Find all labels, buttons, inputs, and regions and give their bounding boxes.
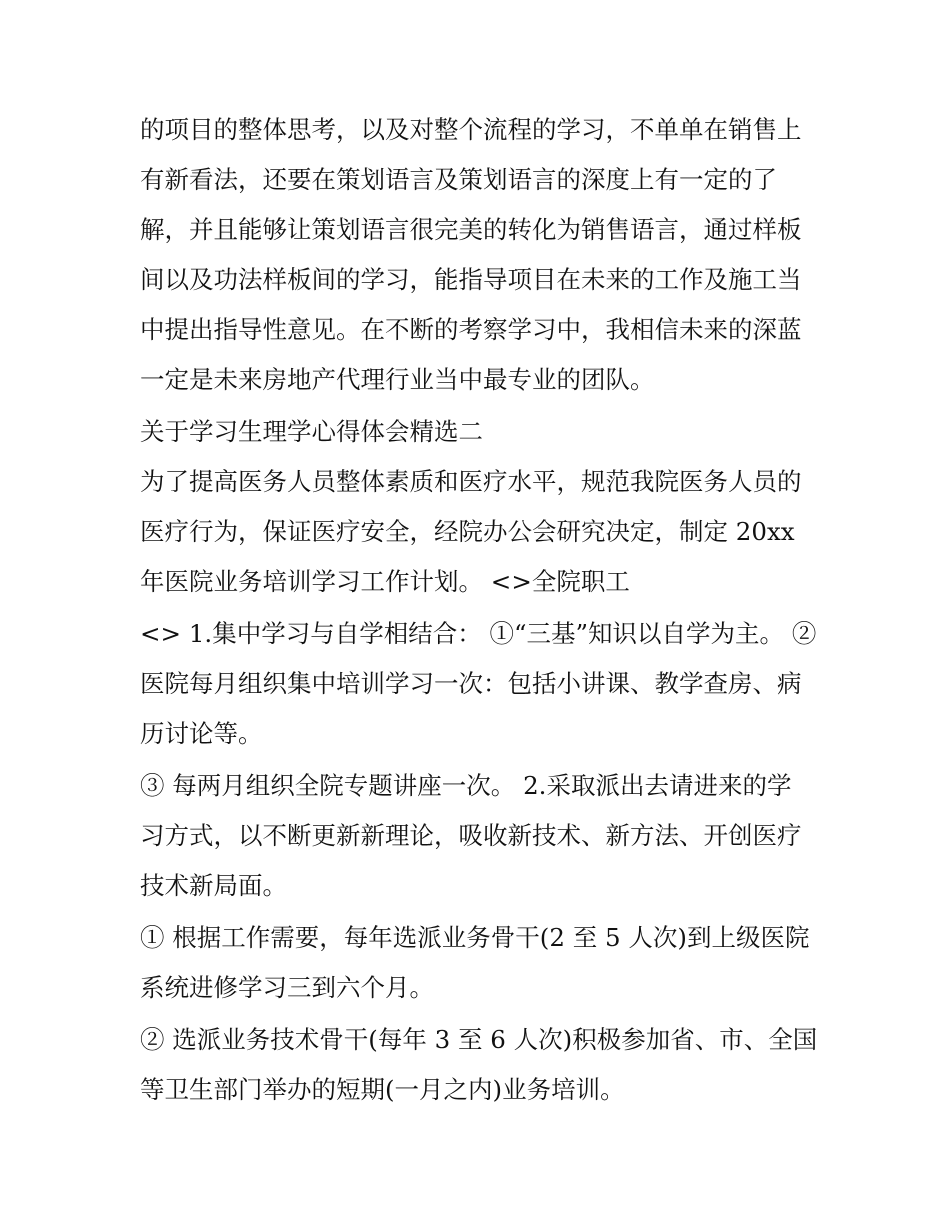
text-line: 有新看法，还要在策划语言及策划语言的深度上有一定的了 <box>140 165 777 194</box>
text-line: 技术新局面。 <box>140 871 287 900</box>
text-line: 系统进修学习三到六个月。 <box>140 973 434 1002</box>
text-line: 为了提高医务人员整体素质和医疗水平，规范我院医务人员的 <box>140 467 802 496</box>
text-line: 等卫生部门举办的短期(一月之内)业务培训。 <box>140 1075 625 1104</box>
text-line: 医疗行为，保证医疗安全，经院办公会研究决定，制定 20xx <box>140 517 795 546</box>
text-line: <> 1.集中学习与自学相结合： ①“三基”知识以自学为主。 ② <box>140 619 817 648</box>
text-line: ① 根据工作需要，每年选派业务骨干(2 至 5 人次)到上级医院 <box>140 923 810 952</box>
text-line: 间以及功法样板间的学习，能指导项目在未来的工作及施工当 <box>140 265 802 294</box>
text-line: 一定是未来房地产代理行业当中最专业的团队。 <box>140 365 655 394</box>
text-line: 历讨论等。 <box>140 719 263 748</box>
text-line: 中提出指导性意见。在不断的考察学习中，我相信未来的深蓝 <box>140 315 802 344</box>
section-heading: 关于学习生理学心得体会精选二 <box>140 417 483 446</box>
text-line: ② 选派业务技术骨干(每年 3 至 6 人次)积极参加省、市、全国 <box>140 1025 818 1054</box>
text-line: 的项目的整体思考，以及对整个流程的学习，不单单在销售上 <box>140 115 802 144</box>
text-line: 医院每月组织集中培训学习一次：包括小讲课、教学查房、病 <box>140 669 802 698</box>
text-line: 年医院业务培训学习工作计划。 <>全院职工 <box>140 567 630 596</box>
text-line: ③ 每两月组织全院专题讲座一次。 2.采取派出去请进来的学 <box>140 771 792 800</box>
text-line: 解，并且能够让策划语言很完美的转化为销售语言，通过样板 <box>140 215 802 244</box>
text-line: 习方式，以不断更新新理论，吸收新技术、新方法、开创医疗 <box>140 821 802 850</box>
